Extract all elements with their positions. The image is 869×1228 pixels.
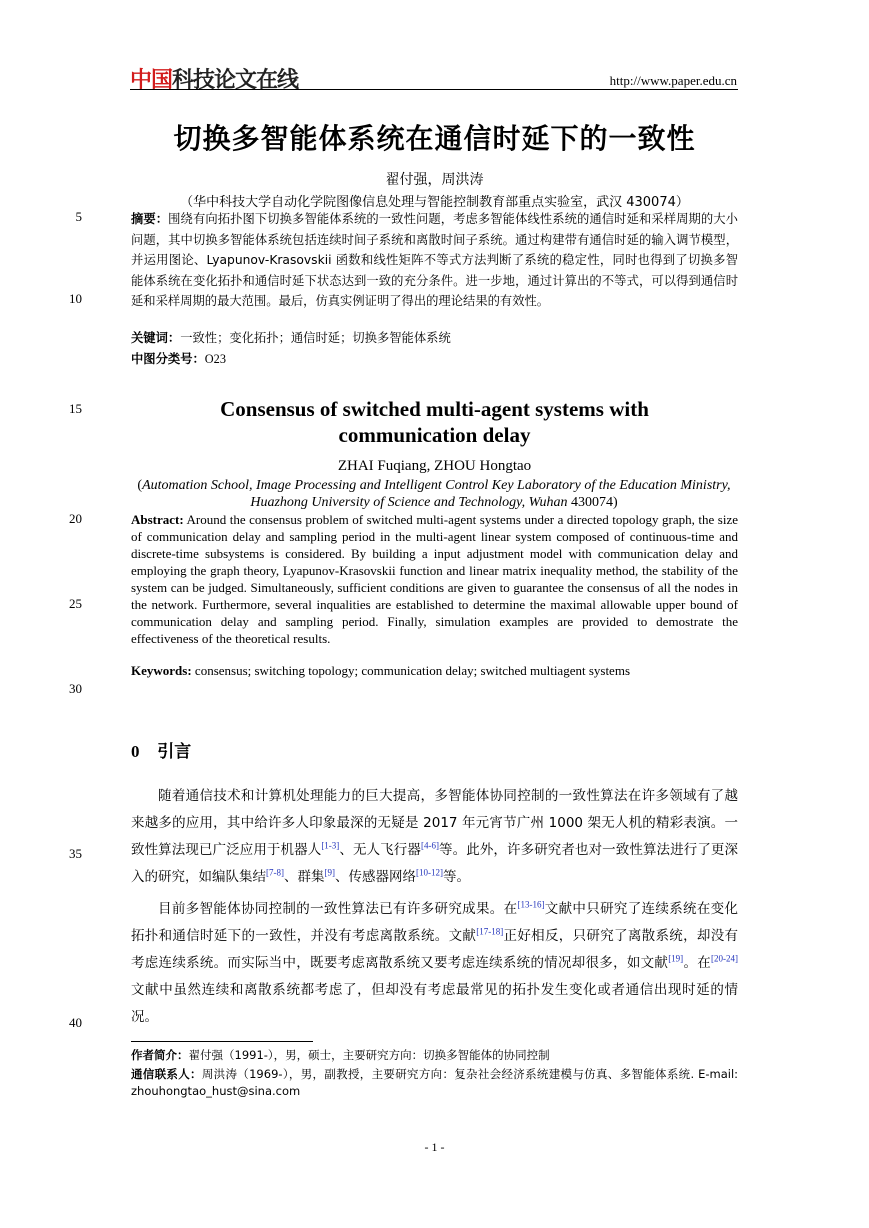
footnote-rule [131, 1041, 313, 1042]
citation[interactable]: [1-3] [321, 840, 340, 851]
en-aff-open: ( [137, 478, 143, 493]
en-abstract [131, 511, 738, 647]
en-title [0, 396, 869, 448]
logo-red-text: 中国 [130, 68, 173, 93]
para-text: 等。此外，许多研究者也对一致性算法进行了更深入的研究，如编队集结 [131, 842, 739, 885]
section-heading [131, 737, 191, 762]
cn-abstract-text: 围绕有向拓扑图下切换多智能体系统的一致性问题，考虑多智能体线性系统的通信时延和采样周期的大小问题，其中切换多智能体系统包括连续时间子系统和离散时间子系统。通过构建带有通信时延的输入调节模型，并运用图论、Lyapunov-Krasovskii 函数和线性矩阵不等式方法判断了系统的稳定性，同时也得到了切换多智能体系统在变化拓扑和通信时延下状态达到一致的充分条件。进一步地，通过计算出的不等式，可以得到通信时延和采样周期的最大范围。最后，仿真实例证明了得出的理论结果的有效性。 [131, 212, 738, 309]
para-text: 正好相反，只研究了离散系统，却没有考虑连续系统。而实际当中，既要考虑离散系统又要考虑连续系统的情况却很多，如文献 [131, 928, 739, 971]
para-text: 随着通信技术和计算机处理能力的巨大提高，多智能体协同控制的一致性算法在许多领域有了越来越多的应用，其中给许多人印象最深的无疑是 2017 年元宵节广州 1000 架无人机的精彩表演。一致性算法现已广泛应用于机器人 [131, 788, 738, 858]
citation[interactable]: [20-24] [711, 953, 739, 964]
para-text: 。在 [683, 955, 712, 971]
cn-class-label: 中图分类号： [131, 352, 205, 366]
para-text: 文献中只研究了连续系统在变化拓扑和通信时延下的一致性，并没有考虑离散系统。文献 [131, 901, 739, 944]
citation[interactable]: [10-12] [416, 867, 443, 878]
cn-title: 切换多智能体系统在通信时延下的一致性 [173, 122, 696, 155]
line-number: 25 [69, 596, 82, 611]
footnote-author-text: 翟付强（1991-），男，硕士，主要研究方向：切换多智能体的协同控制 [188, 1048, 550, 1062]
footnote-contact [131, 1066, 738, 1100]
citation[interactable]: [7-8] [266, 867, 284, 878]
intro-paragraph-2 [131, 896, 738, 1031]
en-authors: ZHAI Fuqiang, ZHOU Hongtao [337, 458, 532, 474]
cn-abstract-label: 摘要： [131, 212, 169, 226]
line-number: 10 [69, 291, 82, 306]
line-number: 15 [69, 401, 82, 416]
en-aff-italic: Automation School, Image Processing and Intelligent Control Key Laboratory of the Education Ministry, Huazhong University of Science and Technology, Wuhan [142, 478, 731, 510]
en-keywords [131, 662, 738, 679]
section-title: 引言 [157, 742, 192, 762]
section-number: 0 [131, 742, 140, 761]
cn-classification [131, 349, 738, 370]
cn-class-text: O23 [204, 352, 226, 366]
para-text: 文献中虽然连续和离散系统都考虑了，但却没有考虑最常见的拓扑发生变化或者通信出现时延的情况。 [131, 982, 738, 1025]
en-title-line2: communication delay [338, 423, 531, 447]
footnote-author [131, 1047, 738, 1064]
logo-dark-text: 科技论文在线 [172, 68, 299, 93]
line-number: 35 [69, 846, 82, 861]
header-url[interactable]: http://www.paper.edu.cn [609, 73, 737, 88]
line-number: 20 [69, 511, 82, 526]
en-aff-tail: 430074) [567, 495, 618, 510]
citation[interactable]: [17-18] [476, 926, 504, 937]
footnote-contact-label: 通信联系人： [131, 1067, 202, 1081]
en-keywords-label: Keywords: [131, 663, 192, 678]
para-text: 目前多智能体协同控制的一致性算法已有许多研究成果。在 [158, 901, 518, 917]
para-text: 、传感器网络 [335, 869, 416, 885]
line-number: 30 [69, 681, 82, 696]
citation[interactable]: [19] [668, 953, 684, 964]
en-keywords-text: consensus; switching topology; communication delay; switched multiagent systems [191, 663, 631, 678]
cn-abstract [131, 209, 738, 312]
citation[interactable]: [9] [324, 867, 335, 878]
page-number: - 1 - [424, 1140, 445, 1154]
en-title-line1: Consensus of switched multi-agent systems with [220, 397, 649, 421]
para-text: 、无人飞行器 [339, 842, 421, 858]
cn-affiliation: （华中科技大学自动化学院图像信息处理与智能控制教育部重点实验室，武汉 430074） [180, 195, 689, 210]
footnote-author-label: 作者简介： [131, 1048, 189, 1062]
footnote-contact-text: 周洪涛（1969-），男，副教授，主要研究方向：复杂社会经济系统建模与仿真、多智能体系统. E-mail: zhouhongtao_hust@sina.com [131, 1067, 739, 1098]
citation[interactable]: [13-16] [517, 899, 545, 910]
en-abstract-text: Around the consensus problem of switched multi-agent systems under a directed topology graph, the size of communication delay and sampling period in the multi-agent linear system composed of continuous-time and discrete-time subsystems is considered. By building a input adjustment model with communication delay and employing the graph theory, Lyapunov-Krasovskii function and linear matrix inequality method, the stability of the system can be judged. Simultaneously, sufficient conditions are given to guarantee the consensus of all the nodes in the network. Furthermore, several inqualities are established to determine the maximal allowable upper bound of communication delay and sampling period. Finally, simulation examples are provided to demostrate the effectiveness of the theoretical results. [131, 512, 738, 646]
intro-paragraph-1 [131, 783, 738, 891]
para-text: 、群集 [284, 869, 325, 885]
line-number: 40 [69, 1015, 82, 1030]
cn-keywords [131, 328, 738, 349]
header-rule [130, 89, 738, 90]
citation[interactable]: [4-6] [420, 840, 439, 851]
cn-keywords-text: 一致性；变化拓扑；通信时延；切换多智能体系统 [180, 331, 451, 345]
cn-authors: 翟付强，周洪涛 [385, 172, 484, 188]
en-abstract-label: Abstract: [131, 512, 184, 527]
cn-keywords-label: 关键词： [131, 331, 181, 345]
line-number: 5 [75, 209, 82, 224]
en-affiliation [130, 477, 738, 511]
para-text: 等。 [443, 869, 470, 885]
